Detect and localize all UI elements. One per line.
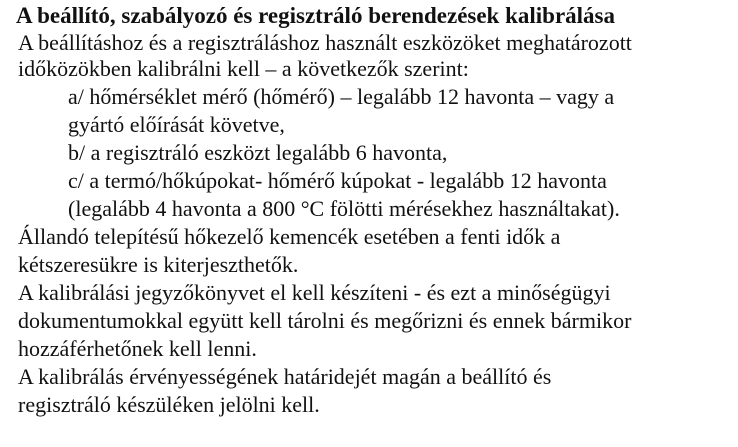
paragraph-line: A kalibrálási jegyzőkönyvet el kell készíteni - és ezt a minőségügyi [18, 280, 611, 305]
paragraph-line: dokumentumokkal együtt kell tárolni és megőrizni és ennek bármikor [18, 308, 632, 333]
paragraph-line: A kalibrálás érvényességének határidejét magán a beállító és [18, 364, 552, 389]
list-item-b-line: b/ a regisztráló eszközt legalább 6 havonta, [68, 140, 448, 165]
paragraph-line: kétszeresükre is kiterjeszthetők. [18, 252, 299, 277]
paragraph-line: regisztráló készüléken jelölni kell. [18, 392, 320, 417]
paragraph-line: időközökben kalibrálni kell – a következők szerint: [18, 56, 469, 81]
list-item-a-line: a/ hőmérséklet mérő (hőmérő) – legalább 12 havonta – vagy a [68, 84, 615, 109]
list-item-c-line: (legalább 4 havonta a 800 °C fölötti mérésekhez használtakat). [68, 196, 620, 221]
paragraph-line: Állandó telepítésű hőkezelő kemencék esetében a fenti idők a [18, 224, 561, 249]
paragraph-line: hozzáférhetőnek kell lenni. [18, 336, 257, 361]
list-item-a-line: gyártó előírását követve, [68, 112, 285, 137]
paragraph-line: A beállításhoz és a regisztráláshoz használt eszközöket meghatározott [18, 30, 632, 55]
list-item-c-line: c/ a termó/hőkúpokat- hőmérő kúpokat - legalább 12 havonta [68, 168, 607, 193]
document-title: A beállító, szabályozó és regisztráló berendezések kalibrálása [16, 3, 616, 28]
